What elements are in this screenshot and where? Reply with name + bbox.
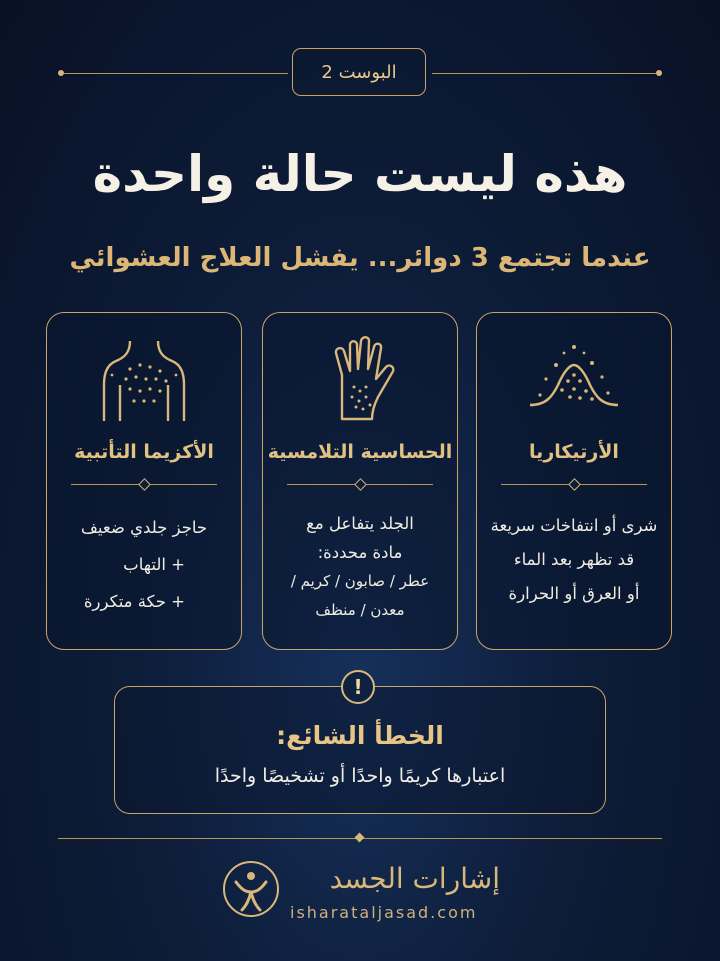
card-line: الجلد يتفاعل مع: [306, 514, 414, 533]
card-line: + حكة متكررة: [83, 592, 185, 611]
exclamation-icon: !: [341, 670, 375, 704]
footer-divider: [58, 838, 662, 839]
card-line: عطر / صابون / كريم /: [290, 572, 430, 590]
post-badge: البوست 2: [292, 48, 426, 96]
card-line: شرى أو انتفاخات سريعة: [490, 516, 658, 535]
card-contact-allergy: [262, 312, 458, 650]
skin-bumps-icon: [526, 335, 622, 425]
divider-line: [432, 73, 656, 74]
card-line: معدن / منظف: [315, 601, 405, 619]
diamond-icon: [138, 478, 151, 491]
card-atopic-eczema: [46, 312, 242, 650]
post-number-header: [58, 48, 662, 98]
card-line: أو العرق أو الحرارة: [508, 584, 640, 603]
brand-name: إشارات الجسد: [329, 862, 500, 895]
card-line: قد تظهر بعد الماء: [513, 550, 635, 569]
diamond-icon: [355, 833, 365, 843]
card-title: الأكزيما التأتبية: [74, 441, 214, 463]
website-link[interactable]: isharataljasad.com: [290, 903, 478, 922]
card-title: الحساسية التلامسية: [267, 441, 453, 463]
warning-text: اعتبارها كريمًا واحدًا أو تشخيصًا واحدًا: [214, 765, 506, 787]
card-line: مادة محددة:: [317, 543, 403, 562]
card-title: الأرتيكاريا: [529, 441, 619, 463]
body-torso-icon: [96, 335, 192, 425]
hand-icon: [312, 335, 408, 425]
card-line: + التهاب: [123, 555, 185, 574]
warning-title: الخطأ الشائع:: [276, 721, 444, 750]
divider-dot: [656, 70, 662, 76]
card-body: [275, 509, 445, 625]
common-mistake-box: [114, 686, 606, 814]
diamond-icon: [354, 478, 367, 491]
card-urticaria: [476, 312, 672, 650]
divider-line: [64, 73, 288, 74]
card-body: [59, 509, 229, 620]
card-line: حاجز جلدي ضعيف: [80, 518, 208, 537]
page-subtitle: عندما تجتمع 3 دوائر... يفشل العلاج العشوائي: [69, 243, 651, 273]
figure-logo-icon: [222, 860, 280, 918]
diamond-icon: [568, 478, 581, 491]
page-title: هذه ليست حالة واحدة: [92, 145, 628, 203]
card-body: [489, 509, 659, 611]
